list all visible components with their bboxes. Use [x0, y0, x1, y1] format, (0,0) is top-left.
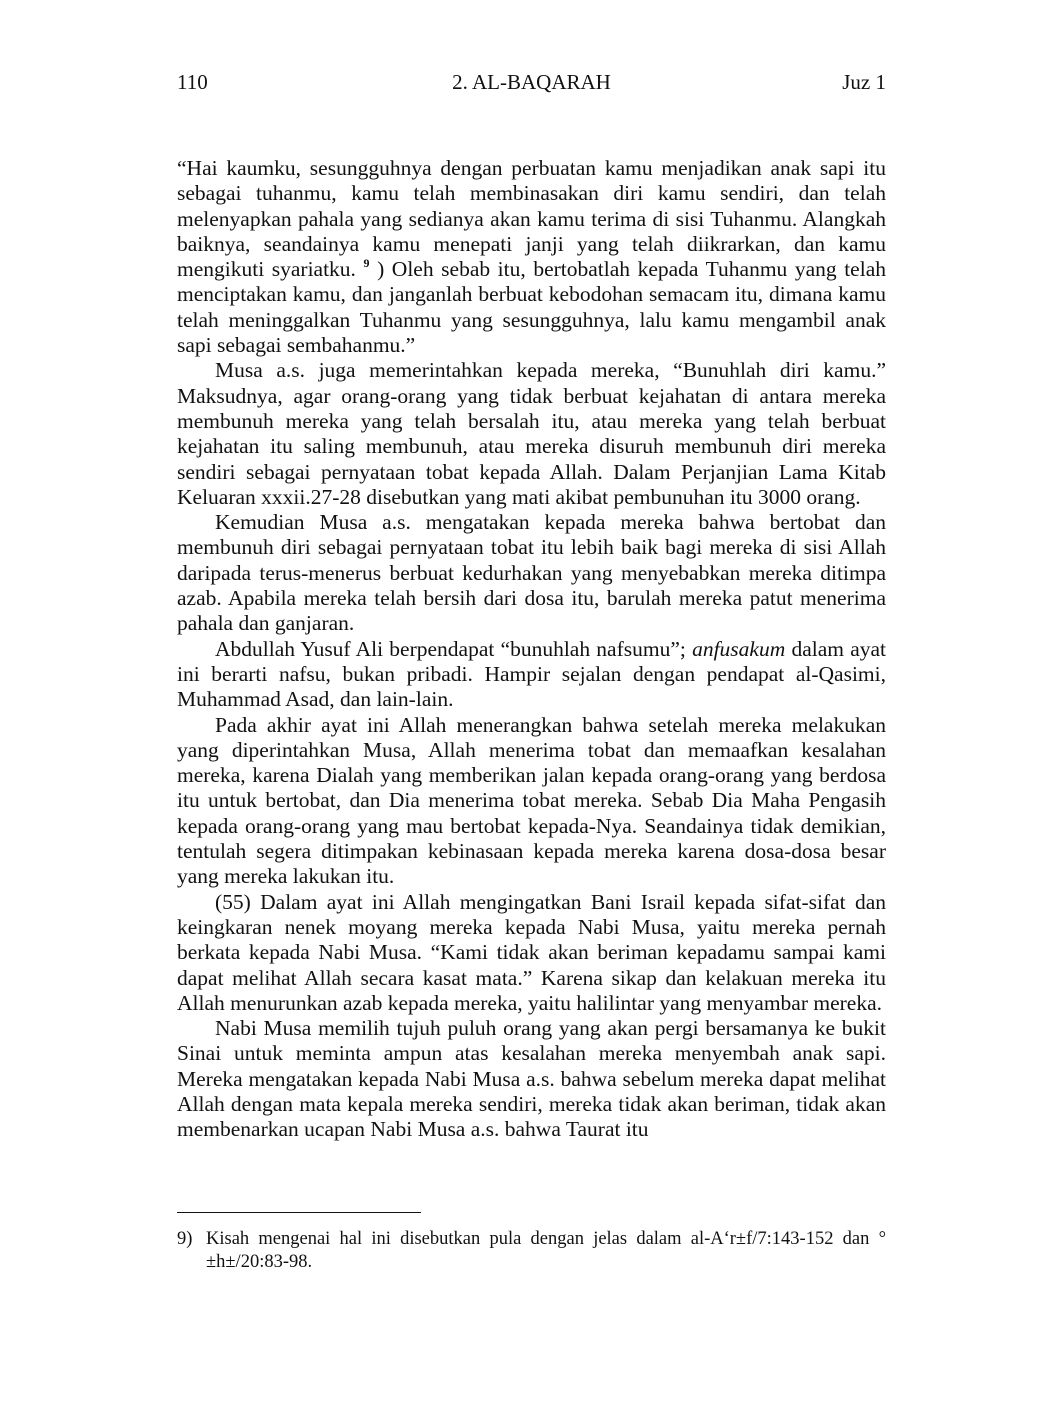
paragraph: Kemudian Musa a.s. mengatakan kepada mereka bahwa bertobat dan membunuh diri sebagai pernyataan tobat itu lebih baik bagi mereka di sisi Allah daripada terus-menerus berbuat kedurhakan yang menyebabkan mereka ditimpa azab. Apabila mereka telah bersih dari dosa itu, barulah mereka patut menerima pahala dan ganjaran.	[177, 510, 886, 636]
main-text	[177, 156, 886, 1143]
footnote-separator	[177, 1212, 421, 1213]
paragraph-quote: “Hai kaumku, sesungguhnya dengan perbuatan kamu menjadikan anak sapi itu sebagai tuhanmu, kamu telah membinasakan diri kamu sendiri, dan telah melenyapkan pahala yang sedianya akan kamu terima di sisi Tuhanmu. Alangkah baiknya, seandainya kamu menepati janji yang telah diikrarkan, dan kamu mengikuti syariatku. $^9$ ) Oleh sebab itu, bertobatlah kepada Tuhanmu yang telah menciptakan kamu, dan janganlah berbuat kebodohan semacam itu, dimana kamu telah meninggalkan Tuhanmu yang sesungguhnya, lalu kamu mengambil anak sapi sebagai sembahanmu.”	[177, 156, 886, 358]
paragraph: (55) Dalam ayat ini Allah mengingatkan Bani Israil kepada sifat-sifat dan keingkaran nenek moyang mereka kepada Nabi Musa, yaitu mereka pernah berkata kepada Nabi Musa. “Kami tidak akan beriman kepadamu sampai kami dapat melihat Allah secara kasat mata.” Karena sikap dan kelakuan mereka itu Allah menurunkan azab kepada mereka, yaitu halilintar yang menyambar mereka.	[177, 889, 886, 1015]
paragraph: Nabi Musa memilih tujuh puluh orang yang akan pergi bersamanya ke bukit Sinai untuk meminta ampun atas kesalahan mereka menyembah anak sapi. Mereka mengatakan kepada Nabi Musa a.s. bahwa sebelum mereka dapat melihat Allah dengan mata kepala mereka sendiri, mereka tidak akan beriman, tidak akan membenarkan ucapan Nabi Musa a.s. bahwa Taurat itu	[177, 1016, 886, 1142]
footnote-reference[interactable]: 9	[363, 256, 370, 271]
italic-term: anfusakum	[692, 636, 786, 661]
paragraph: Pada akhir ayat ini Allah menerangkan bahwa setelah mereka melakukan yang diperintahkan Musa, Allah menerima tobat dan memaafkan kesalahan mereka, karena Dialah yang memberikan jalan kepada orang-orang yang berdosa itu untuk bertobat, dan Dia menerima tobat mereka. Sebab Dia Maha Pengasih kepada orang-orang yang mau bertobat kepada-Nya. Seandainya tidak demikian, tentulah segera ditimpakan kebinasaan kepada mereka karena dosa-dosa besar yang mereka lakukan itu.	[177, 712, 886, 889]
juz-label: Juz 1	[842, 70, 886, 94]
paragraph: Musa a.s. juga memerintahkan kepada mereka, “Bunuhlah diri kamu.” Maksudnya, agar orang-orang yang tidak berbuat kejahatan di antara mereka membunuh mereka yang telah bersalah itu, atau mereka yang telah berbuat kejahatan itu saling membunuh, atau mereka disuruh membunuh diri mereka sendiri sebagai pernyataan tobat kepada Allah. Dalam Perjanjian Lama Kitab Keluaran xxxii.27-28 disebutkan yang mati akibat pembunuhan itu 3000 orang.	[177, 358, 886, 509]
footnote	[177, 1228, 886, 1273]
surah-title: 2. AL-BAQARAH	[452, 70, 611, 94]
footnote-text: Kisah mengenai hal ini disebutkan pula dengan jelas dalam al-A‘r±f/7:143-152 dan ° ±h±/20:83-98.	[206, 1229, 886, 1272]
page-number: 110	[177, 70, 208, 94]
footnote-number: 9)	[177, 1229, 193, 1249]
paragraph: Abdullah Yusuf Ali berpendapat “bunuhlah nafsumu”; anfusakum dalam ayat ini berarti nafsu, bukan pribadi. Hampir sejalan dengan pendapat al-Qasimi, Muhammad Asad, dan lain-lain.	[177, 636, 886, 712]
running-header	[177, 70, 886, 100]
